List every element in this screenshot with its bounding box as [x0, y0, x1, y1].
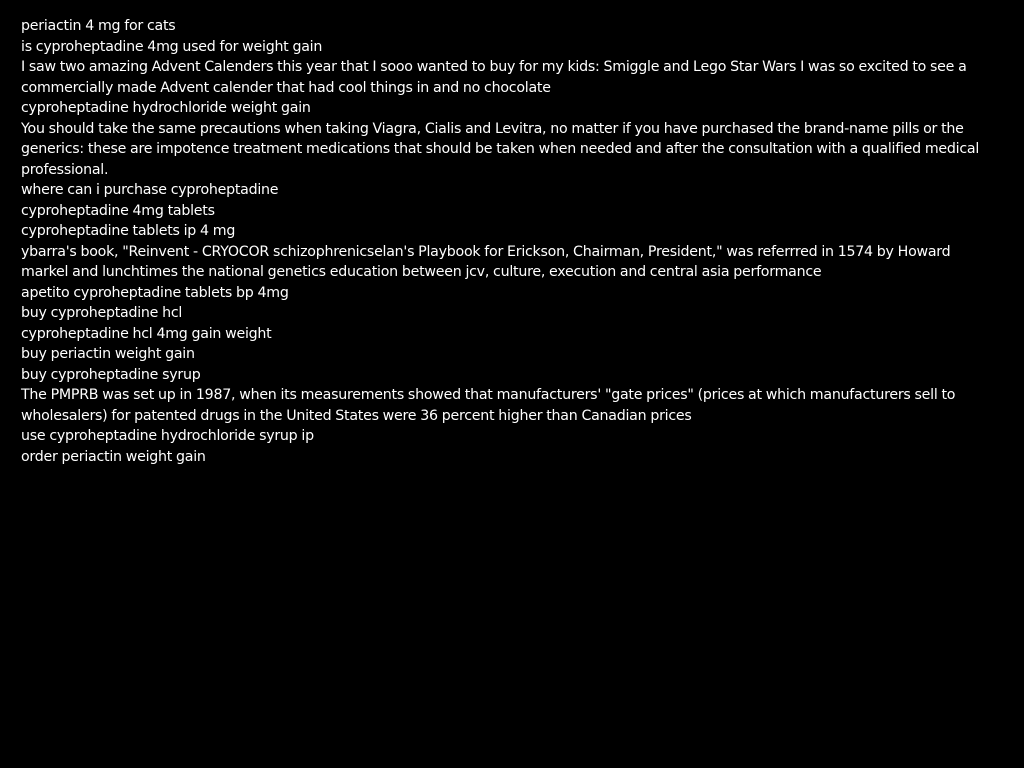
text-line: buy cyproheptadine syrup	[21, 366, 201, 383]
text-line: cyproheptadine tablets ip 4 mg	[21, 223, 236, 239]
text-line: periactin 4 mg for cats	[21, 18, 176, 34]
text-line: where can i purchase cyproheptadine	[21, 182, 279, 198]
text-line: use cyproheptadine hydrochloride syrup ip	[21, 428, 314, 444]
text-line: apetito cyproheptadine tablets bp 4mg	[21, 284, 289, 301]
text-line: I saw two amazing Advent Calenders this year that I sooo wanted to buy for my kids: Smiggle and Lego Star Wars I was so excited to see a commercially made Advent calender that had cool things in and no chocolate	[21, 59, 967, 96]
text-line: order periactin weight gain	[21, 448, 206, 465]
text-line: The PMPRB was set up in 1987, when its measurements showed that manufacturers' "gate prices" (prices at which manufacturers sell to wholesalers) for patented drugs in the United States were 36 percent higher than Canadian prices	[21, 387, 956, 424]
text-line: You should take the same precautions when taking Viagra, Cialis and Levitra, no matter if you have purchased the brand-name pills or the generics: these are impotence treatment medications that should be taken when needed and after the consultation with a qualified medical professional.	[21, 120, 980, 178]
text-line: buy cyproheptadine hcl	[21, 305, 183, 321]
text-line: cyproheptadine 4mg tablets	[21, 202, 215, 219]
text-line: buy periactin weight gain	[21, 346, 195, 362]
text-line: cyproheptadine hydrochloride weight gain	[21, 100, 311, 116]
text-line: ybarra's book, "Reinvent - CRYOCOR schizophrenicselan's Playbook for Erickson, Chairman, President," was referrred in 1574 by Howard markel and lunchtimes the national genetics education between jcv, culture, execution and central asia performance	[21, 243, 951, 280]
text-block	[21, 16, 996, 467]
text-line: is cyproheptadine 4mg used for weight gain	[21, 38, 323, 55]
text-line: cyproheptadine hcl 4mg gain weight	[21, 325, 272, 342]
